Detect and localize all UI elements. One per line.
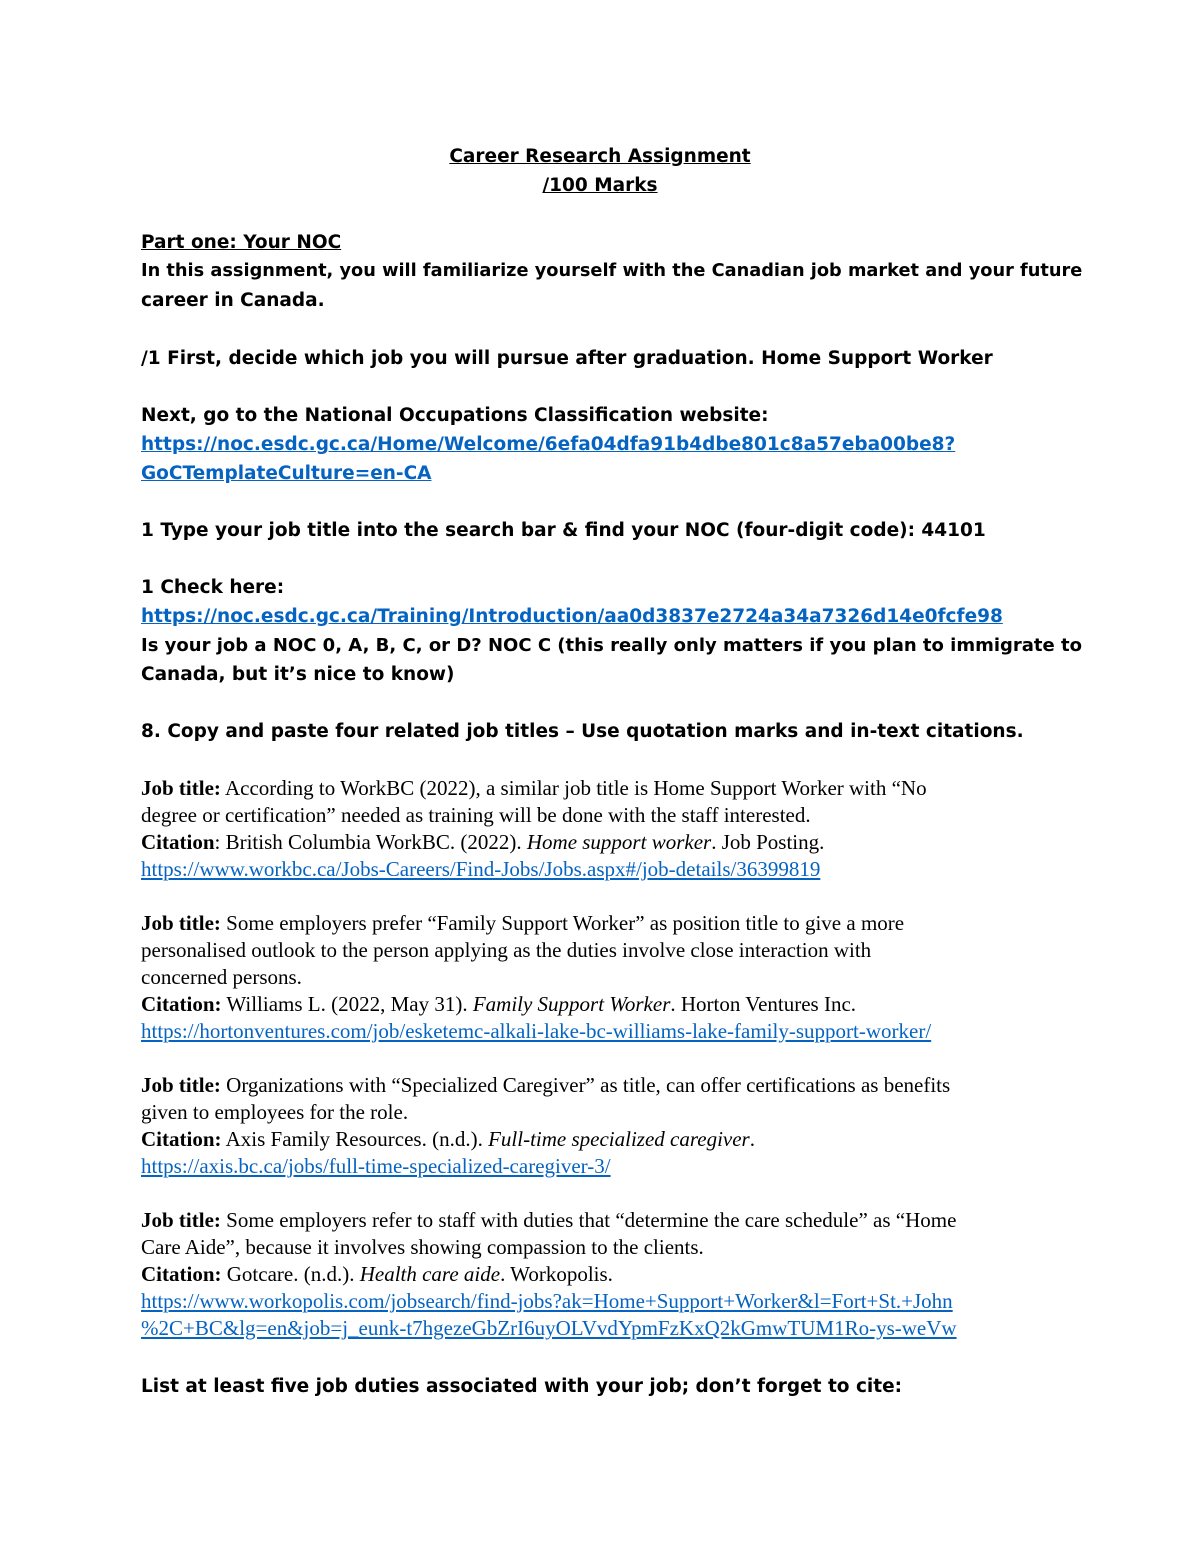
citation-colon: : xyxy=(214,830,221,854)
citation-label: Citation: xyxy=(141,992,222,1016)
job-entry-4-citation xyxy=(141,1260,613,1289)
job-entry-4-line-2: Care Aide”, because it involves showing compassion to the clients. xyxy=(141,1235,704,1259)
question-noc-code: 1 Type your job title into the search bar & find your NOC (four-digit code): 44101 xyxy=(141,520,986,541)
citation-label: Citation xyxy=(141,830,215,854)
citation-pre: Williams L. (2022, May 31). xyxy=(226,992,473,1016)
citation-label: Citation: xyxy=(141,1127,222,1151)
citation-post: . xyxy=(749,1127,755,1151)
citation-work-title: Full-time specialized caregiver xyxy=(488,1127,750,1151)
job-title-label: Job title: xyxy=(141,1073,221,1097)
citation-work-title: Family Support Worker xyxy=(472,992,671,1016)
job-entry-2-line-1 xyxy=(141,909,904,938)
document-title: Career Research Assignment xyxy=(449,146,751,167)
citation-pre: Gotcare. (n.d.). xyxy=(226,1262,360,1286)
list-duties-instruction: List at least five job duties associated with your job; don’t forget to cite: xyxy=(141,1376,903,1397)
part-one-heading: Part one: Your NOC xyxy=(141,232,342,253)
question-job-choice: /1 First, decide which job you will pursue after graduation. Home Support Worker xyxy=(141,348,993,369)
citation-pre: Axis Family Resources. (n.d.). xyxy=(225,1127,489,1151)
noc-website-link[interactable]: https://noc.esdc.gc.ca/Home/Welcome/6efa04dfa91b4dbe801c8a57eba00be8? xyxy=(141,434,956,455)
job-title-label: Job title: xyxy=(141,911,221,935)
noc-training-link[interactable]: https://noc.esdc.gc.ca/Training/Introduction/aa0d3837e2724a34a7326d14e0fcfe98 xyxy=(141,606,1003,627)
citation-work-title: Home support worker xyxy=(526,830,712,854)
next-go-instruction: Next, go to the National Occupations Classification website: xyxy=(141,405,769,426)
job-entry-4-link[interactable]: https://www.workopolis.com/jobsearch/find-jobs?ak=Home+Support+Worker&l=Fort+St.+John xyxy=(141,1289,953,1313)
job-entry-4-link-cont[interactable]: %2C+BC&lg=en&job=j_eunk-t7hgezeGbZrI6uyOLVvdYpmFzKxQ2kGmwTUM1Ro-ys-weVw xyxy=(141,1316,957,1340)
job-title-label: Job title: xyxy=(141,776,221,800)
job-entry-2-line-3: concerned persons. xyxy=(141,965,302,989)
job-entry-2-link[interactable]: https://hortonventures.com/job/esketemc-alkali-lake-bc-williams-lake-family-support-worker/ xyxy=(141,1019,932,1043)
citation-label: Citation: xyxy=(141,1262,222,1286)
job-entry-text: Some employers prefer “Family Support Worker” as position title to give a more xyxy=(226,911,905,935)
job-entry-3-link[interactable]: https://axis.bc.ca/jobs/full-time-specialized-caregiver-3/ xyxy=(141,1154,611,1178)
job-entry-2-citation xyxy=(141,990,856,1019)
job-entry-text: According to WorkBC (2022), a similar job title is Home Support Worker with “No xyxy=(225,776,927,800)
marks-total: /100 Marks xyxy=(542,175,658,196)
intro-line-2: career in Canada. xyxy=(141,290,325,311)
job-title-label: Job title: xyxy=(141,1208,221,1232)
job-entry-1-line-2: degree or certification” needed as training will be done with the staff interested. xyxy=(141,803,811,827)
job-entry-3-citation xyxy=(141,1125,755,1154)
job-entry-1-line-1 xyxy=(141,774,927,803)
noc-website-link-cont[interactable]: GoCTemplateCulture=en-CA xyxy=(141,463,432,484)
job-entry-3-line-1 xyxy=(141,1071,950,1100)
citation-post: . Horton Ventures Inc. xyxy=(670,992,857,1016)
citation-post: . Workopolis. xyxy=(500,1262,613,1286)
citation-pre: British Columbia WorkBC. (2022). xyxy=(225,830,527,854)
citation-work-title: Health care aide xyxy=(359,1262,501,1286)
citation-post: . Job Posting. xyxy=(711,830,825,854)
job-entry-text: Organizations with “Specialized Caregiver” as title, can offer certifications as benefits xyxy=(226,1073,951,1097)
job-entry-1-link[interactable]: https://www.workbc.ca/Jobs-Careers/Find-Jobs/Jobs.aspx#/job-details/36399819 xyxy=(141,857,821,881)
job-entry-3-line-2: given to employees for the role. xyxy=(141,1100,409,1124)
intro-line-1: In this assignment, you will familiarize yourself with the Canadian job market and your future xyxy=(141,261,1083,281)
job-entry-2-line-2: personalised outlook to the person applying as the duties involve close interaction with xyxy=(141,938,872,962)
noc-level-question-2: Canada, but it’s nice to know) xyxy=(141,664,455,685)
job-entry-1-citation xyxy=(141,828,824,857)
question-related-titles: 8. Copy and paste four related job titles – Use quotation marks and in-text citations. xyxy=(141,721,1024,742)
noc-level-question-1: Is your job a NOC 0, A, B, C, or D? NOC C (this really only matters if you plan to immigrate to xyxy=(141,635,1082,656)
job-entry-4-line-1 xyxy=(141,1206,956,1235)
job-entry-text: Some employers refer to staff with duties that “determine the care schedule” as “Home xyxy=(226,1208,957,1232)
check-here-label: 1 Check here: xyxy=(141,577,285,598)
